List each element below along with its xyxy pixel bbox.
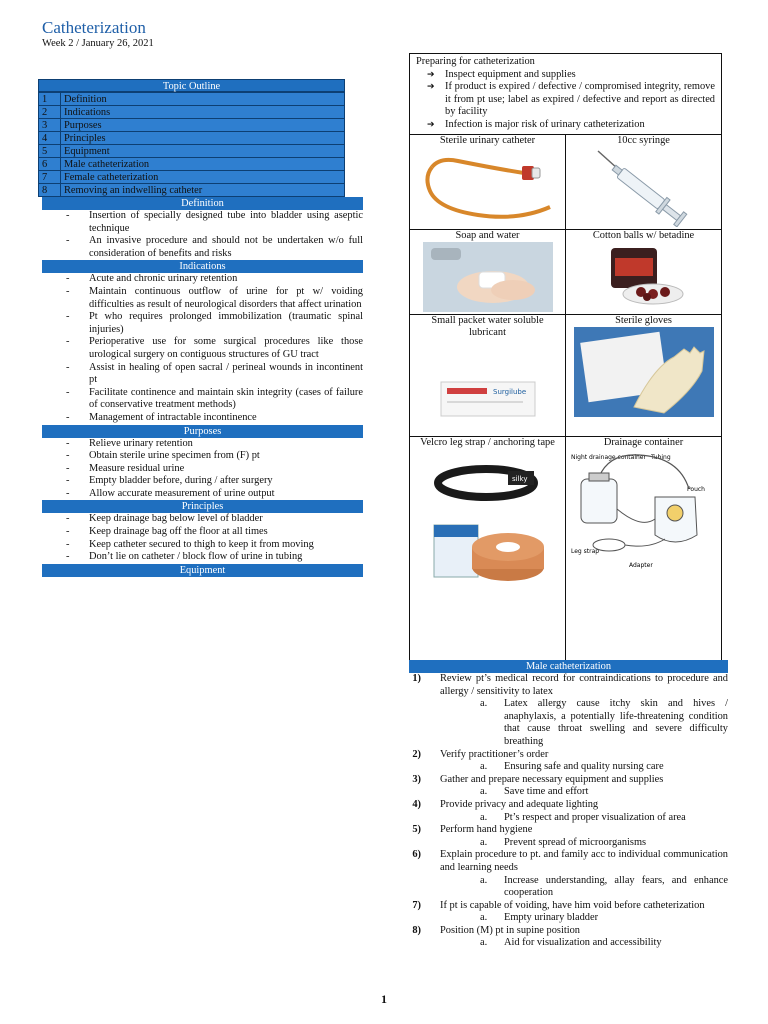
step-text: Perform hand hygiene: [440, 824, 533, 836]
principles-heading: Principles: [42, 500, 363, 513]
outline-num: 5: [39, 145, 61, 158]
list-item: - Don’t lie on catheter / block flow of urine in tubing: [42, 551, 363, 564]
list-item: - An invasive procedure and should not be undertaken w/o full consideration of benefits and risks: [42, 235, 363, 260]
catheter-icon: [418, 147, 558, 227]
list-item: [409, 673, 728, 749]
outline-label: Male catheterization: [61, 158, 345, 171]
table-row: [39, 145, 345, 158]
list-item: [409, 749, 728, 774]
topic-outline-heading: Topic Outline: [38, 79, 345, 92]
principles-list: [42, 513, 363, 563]
sub-text: Ensuring safe and quality nursing care: [504, 761, 664, 773]
step-text: Gather and prepare necessary equipment and supplies: [440, 773, 664, 785]
table-row: [39, 184, 345, 197]
list-item: [409, 849, 728, 899]
step-number: 4): [412, 798, 421, 810]
outline-num: 3: [39, 119, 61, 132]
definition-list: [42, 210, 363, 260]
step-sub: [440, 937, 728, 950]
list-item: [409, 900, 728, 925]
step-number: 7): [412, 899, 421, 911]
outline-num: 8: [39, 184, 61, 197]
leg-strap-icon: [428, 455, 548, 615]
sub-marker: a.: [480, 874, 488, 886]
lubricant-packet-icon: [433, 352, 543, 432]
sub-text: Latex allergy cause itchy skin and hives / anaphylaxis, a potentially life-threatening condition that cause throat swelling and severe difficulty breathing: [504, 698, 728, 747]
table-row: [39, 171, 345, 184]
page-title: Catheterization: [42, 18, 146, 37]
outline-label: Principles: [61, 132, 345, 145]
sub-marker: a.: [480, 761, 488, 773]
list-item: - Allow accurate measurement of urine output: [42, 488, 363, 501]
list-item: - Facilitate continence and maintain skin integrity (cases of failure of conservative treatment methods): [42, 387, 363, 412]
step-number: 2): [412, 748, 421, 760]
indications-heading: Indications: [42, 260, 363, 273]
list-item: ➔ If product is expired / defective / compromised integrity, remove it from pt use; label as expired / defective and report as directed by facility: [416, 81, 715, 119]
cell-label: Cotton balls w/ betadine: [592, 229, 695, 241]
topic-outline: [38, 79, 345, 197]
topic-outline-table: [38, 92, 345, 197]
sub-marker: a.: [480, 811, 488, 823]
catheter-cell: [410, 134, 566, 229]
soap-cell: [410, 229, 566, 314]
cell-label: Soap and water: [455, 229, 520, 241]
page-date: Week 2 / January 26, 2021: [42, 38, 154, 49]
step-sub: [440, 912, 728, 925]
strap-label: silky: [511, 475, 527, 484]
step-sub: [440, 875, 728, 900]
step-number: 8): [412, 924, 421, 936]
step-text: Provide privacy and adequate lighting: [440, 798, 599, 810]
list-item: - Keep drainage bag off the floor at all times: [42, 526, 363, 539]
male-catheterization: [409, 660, 728, 950]
sub-marker: a.: [480, 836, 488, 848]
outline-label: Indications: [61, 106, 345, 119]
step-sub: [440, 837, 728, 850]
step-number: 6): [412, 849, 421, 861]
sub-marker: a.: [480, 937, 488, 949]
drainage-label-adapter: Adapter: [628, 562, 653, 570]
list-item: - Insertion of specially designed tube into bladder using aseptic technique: [42, 210, 363, 235]
table-row: [410, 134, 722, 229]
lubricant-cell: [410, 314, 566, 436]
cell-label: Sterile urinary catheter: [439, 134, 536, 146]
male-heading: Male catheterization: [409, 660, 728, 673]
right-column: [409, 53, 722, 663]
table-row: [410, 314, 722, 436]
table-row: [410, 436, 722, 662]
list-item: - Acute and chronic urinary retention: [42, 273, 363, 286]
table-row: [39, 106, 345, 119]
prep-box: [409, 53, 722, 134]
sub-text: Aid for visualization and accessibility: [504, 937, 662, 949]
drainage-label-night: Night drainage container: [570, 454, 646, 462]
cell-label: Velcro leg strap / anchoring tape: [420, 436, 555, 448]
drainage-cell: [566, 436, 722, 662]
step-text: Review pt’s medical record for contraindications to procedure and allergy / sensitivity to latex: [440, 673, 728, 697]
outline-label: Definition: [61, 93, 345, 106]
definition-heading: Definition: [42, 197, 363, 210]
outline-label: Equipment: [61, 145, 345, 158]
list-item: - Maintain continuous outflow of urine for pt w/ voiding difficulties as result of neurological disorders that affect urination: [42, 286, 363, 311]
gloves-icon: [574, 327, 714, 417]
outline-num: 2: [39, 106, 61, 119]
step-sub: [440, 698, 728, 748]
step-number: 5): [412, 824, 421, 836]
drainage-diagram-icon: [569, 449, 719, 579]
cell-label: Drainage container: [603, 436, 684, 448]
cell-label: Sterile gloves: [615, 314, 672, 326]
syringe-icon: [584, 147, 704, 227]
cell-label: 10cc syringe: [617, 134, 670, 146]
table-row: [410, 229, 722, 314]
drainage-label-pouch: Pouch: [686, 486, 705, 494]
list-item: - Keep catheter secured to thigh to keep it from moving: [42, 539, 363, 552]
left-column: [42, 79, 363, 577]
sub-text: Empty urinary bladder: [504, 912, 599, 924]
list-item: - Perioperative use for some surgical procedures like those urological surgery on contiguous structures of GU tract: [42, 336, 363, 361]
list-item: - Empty bladder before, during / after surgery: [42, 475, 363, 488]
strap-cell: [410, 436, 566, 662]
cell-label: Small packet water soluble lubricant: [431, 314, 544, 339]
page-number: 1: [381, 992, 387, 1006]
sub-marker: a.: [480, 698, 488, 710]
step-text: If pt is capable of voiding, have him void before catheterization: [440, 899, 705, 911]
outline-label: Female catheterization: [61, 171, 345, 184]
list-item: ➔ Inspect equipment and supplies: [416, 69, 715, 82]
list-item: [409, 824, 728, 849]
step-text: Verify practitioner’s order: [440, 748, 549, 760]
step-number: 3): [412, 773, 421, 785]
cotton-balls-icon: [599, 242, 689, 308]
list-item: - Measure residual urine: [42, 463, 363, 476]
indications-list: [42, 273, 363, 424]
prep-list: [416, 69, 715, 132]
sub-text: Increase understanding, allay fears, and enhance cooperation: [504, 874, 728, 899]
step-sub: [440, 786, 728, 799]
list-item: - Pt who requires prolonged immobilization (traumatic spinal injuries): [42, 311, 363, 336]
step-text: Explain procedure to pt. and family acc to individual communication and learning needs: [440, 849, 728, 873]
equipment-heading: Equipment: [42, 564, 363, 577]
outline-label: Removing an indwelling catheter: [61, 184, 345, 197]
list-item: [409, 799, 728, 824]
drainage-label-leg: Leg strap: [570, 548, 599, 556]
step-number: 1): [412, 673, 421, 684]
list-item: - Keep drainage bag below level of bladder: [42, 513, 363, 526]
sub-text: Prevent spread of microorganisms: [504, 836, 647, 848]
male-steps: [409, 673, 728, 950]
purposes-list: [42, 438, 363, 501]
drainage-label-tubing: Tubing: [650, 454, 671, 462]
table-row: [39, 132, 345, 145]
equipment-table: [409, 134, 722, 663]
step-text: Position (M) pt in supine position: [440, 924, 580, 936]
sub-text: Save time and effort: [504, 786, 589, 798]
prep-title: Preparing for catheterization: [416, 56, 535, 67]
list-item: - Assist in healing of open sacral / perineal wounds in incontinent pt: [42, 362, 363, 387]
table-row: [39, 119, 345, 132]
table-row: [39, 158, 345, 171]
table-row: [39, 93, 345, 106]
purposes-heading: Purposes: [42, 425, 363, 438]
gloves-cell: [566, 314, 722, 436]
sub-text: Pt’s respect and proper visualization of area: [504, 811, 686, 823]
cotton-cell: [566, 229, 722, 314]
list-item: - Obtain sterile urine specimen from (F) pt: [42, 450, 363, 463]
outline-num: 6: [39, 158, 61, 171]
syringe-cell: [566, 134, 722, 229]
step-sub: [440, 761, 728, 774]
hands-washing-icon: [423, 242, 553, 312]
packet-label: Surgilube: [492, 387, 526, 396]
list-item: [409, 774, 728, 799]
sub-marker: a.: [480, 912, 488, 924]
list-item: [409, 925, 728, 950]
list-item: ➔ Infection is major risk of urinary catheterization: [416, 119, 715, 132]
outline-num: 1: [39, 93, 61, 106]
list-item: - Management of intractable incontinence: [42, 412, 363, 425]
outline-num: 4: [39, 132, 61, 145]
step-sub: [440, 812, 728, 825]
sub-marker: a.: [480, 786, 488, 798]
outline-label: Purposes: [61, 119, 345, 132]
list-item: - Relieve urinary retention: [42, 438, 363, 451]
outline-num: 7: [39, 171, 61, 184]
